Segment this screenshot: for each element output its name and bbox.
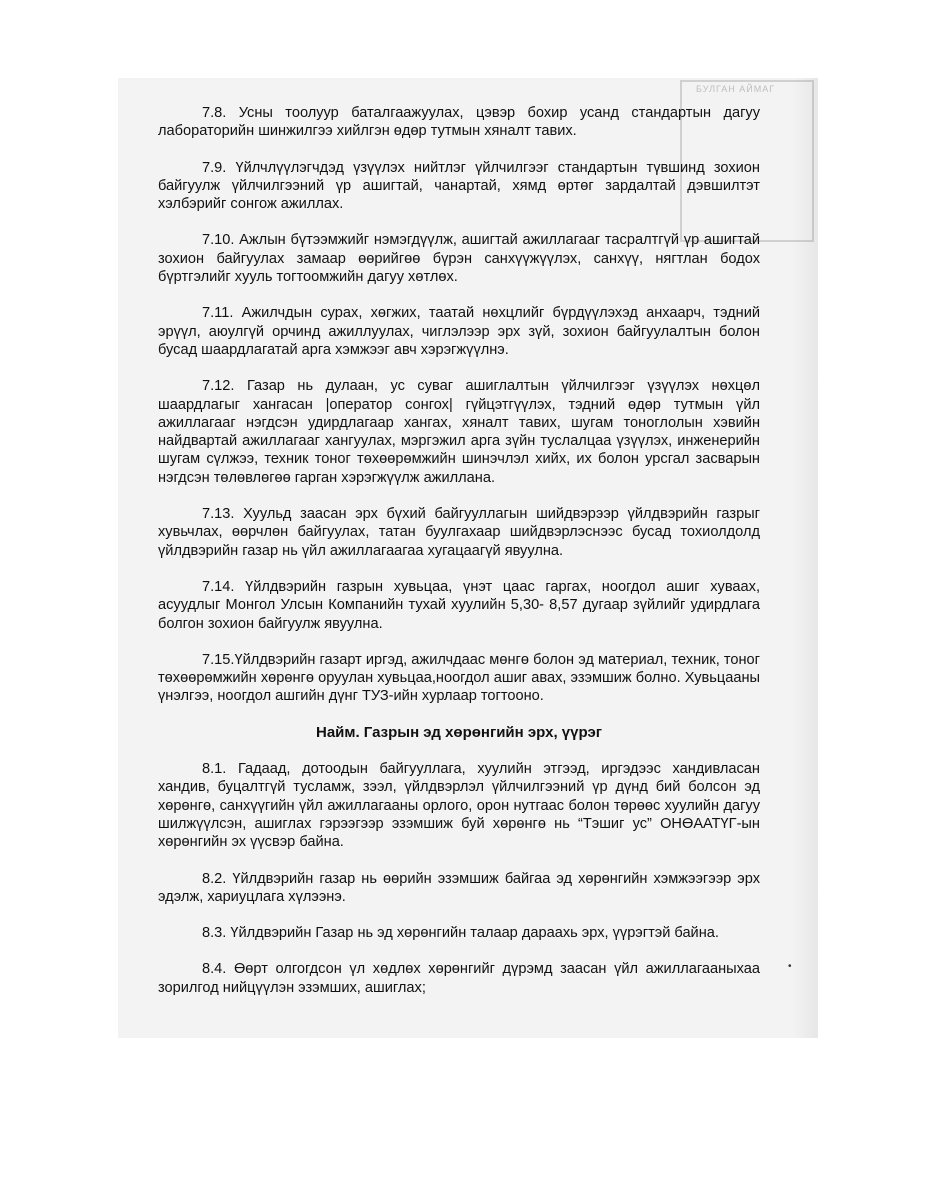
section-heading: Найм. Газрын эд хөрөнгийн эрх, үүрэг [315,723,602,741]
clause-8-3: 8.3. Үйлдвэрийн Газар нь эд хөрөнгийн талаар дараахь эрх, үүрэгтэй байна. [202,925,719,942]
clause-7-9: 7.9. Үйлчлүүлэгчдэд үзүүлэх нийтлэг үйлчилгээг стандартын түвшинд зохион байгуулж үйлчилгээний үр ашигтай, чанартай, хямд өртөг зардалтай дэвшилтэт хэлбэрийг сонгож ажиллах. [158,159,760,213]
clause-7-11: 7.11. Ажилчдын сурах, хөгжих, таатай нөхцлийг бүрдүүлэхэд анхаарч, тэдний эрүүл, аюулгүй орчинд ажиллуулах, чиглэлээр эрх зүй, зохион байгуулалтын болон бусад шаардлагатай арга хэмжээг авч хэрэгжүүлнэ. [158,305,760,358]
clause-8-1: 8.1. Гадаад, дотоодын байгууллага, хуулийн этгээд, иргэдээс хандивласан хандив, буцалтгүй тусламж, зээл, үйлдвэрлэл үйлчилгээний үр дүнд бий болсон эд хөрөнгө, санхүүгийн үйл ажиллагааны орлого, орон нутгаас болон төрөөс хуулийн дагуу шилжүүлсэн, ашиглах гэрээгээр эзэмшиж буй хөрөнгө нь “Тэшиг ус” ОНӨААТҮГ-ын хөрөнгийн эх үүсвэр байна. [158,761,760,851]
clause-7-13: 7.13. Хуульд заасан эрх бүхий байгууллагын шийдвэрээр үйлдвэрийн газрыг хувьчлах, өөрчлөн байгуулах, татан буулгахаар шийдвэрлэснээс бусад тохиолдолд үйлдвэрийн газар нь үйл ажиллагаагаа хугацаагүй явуулна. [158,506,760,559]
clause-8-4: 8.4. Өөрт олгогдсон үл хөдлөх хөрөнгийг дүрэмд заасан үйл ажиллагааныхаа зорилгод нийцүүлэн эзэмших, ашиглах; [158,961,760,996]
clause-8-2: 8.2. Үйлдвэрийн газар нь өөрийн эзэмшиж байгаа эд хөрөнгийн хэмжээгээр эрх эдэлж, хариуцлага хүлээнэ. [158,870,760,905]
clause-7-14: 7.14. Үйлдвэрийн газрын хувьцаа, үнэт цаас гаргах, ноогдол ашиг хуваах, асуудлыг Монгол Улсын Компанийн тухай хуулийн 5,30- 8,57 дугаар зүйлийг удирдлага болгон зохион байгуулж явуулна. [158,578,760,632]
clause-7-10: 7.10. Ажлын бүтээмжийг нэмэгдүүлж, ашигтай ажиллагааг тасралтгүй үр ашигтай зохион байгуулах замаар өөрийгөө бүрэн санхүүжүүлэх, санхүү, нягтлан бодох бүртгэлийг хууль тогтоомжийн дагуу хөтлөх. [158,232,760,286]
clause-7-15: 7.15.Үйлдвэрийн газарт иргэд, ажилчдаас мөнгө болон эд материал, техник, тоног төхөөрөмжийн хөрөнгө оруулан хувьцаа,ноогдол ашиг авах, эзэмшиж болно. Хувьцааны үнэлгээ, ноогдол ашгийн дүнг ТУЗ-ийн хурлаар тогтооно. [158,651,760,705]
clause-7-8: 7.8. Усны тоолуур баталгаажуулах, цэвэр бохир усанд стандартын дагуу лабораторийн шинжилгээ хийлгэн өдөр тутмын хяналт тавих. [158,105,760,140]
stamp-text: БУЛГАН АЙМАГ [696,84,776,94]
page-mark: • [788,961,792,972]
clause-7-12: 7.12. Газар нь дулаан, ус суваг ашиглалтын үйлчилгээг үзүүлэх нөхцөл шаардлагыг хангасан |оператор сонгох| гүйцэтгүүлэх, тэдний өдөр тутмын үйл ажиллагааг нэгдсэн удирдлагаар хангах, хяналт тавих, шугам тоноглолын хэвийн найдвартай ажиллагааг хангуулах, мэргэжил арга зүйн туслалцаа үзүүлэх, инженерийн шугам сүлжээ, техник тоног төхөөрөмжийн шинэчлэл хийх, их болон урсгал засварын нэгдсэн төлөвлөгөө гарган хэрэгжүүлж ажиллана. [158,378,760,486]
document-body [158,104,760,1015]
